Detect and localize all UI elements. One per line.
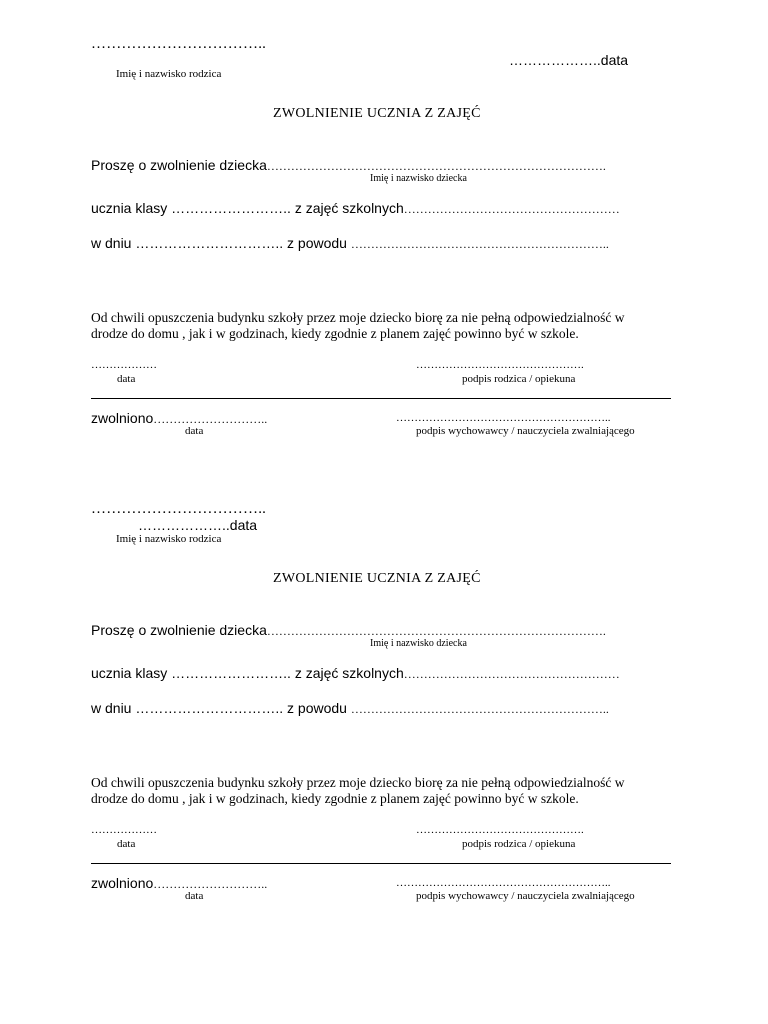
separator-line — [91, 398, 671, 399]
date-field: ……………… — [91, 824, 157, 836]
class-line — [91, 665, 620, 682]
subjects-field: ……………………………………………… — [403, 202, 620, 216]
date-field-top: ………………..data — [138, 517, 258, 533]
form-title: ZWOLNIENIE UCZNIA Z ZAJĘĆ — [273, 571, 481, 586]
day-line — [91, 700, 609, 717]
class-field: …………………….. z zajęć szkolnych — [171, 665, 404, 681]
released-date-label: data — [185, 890, 204, 902]
released-date-field: ……………………….. — [153, 877, 268, 891]
responsibility-statement — [91, 775, 624, 807]
day-text: w dniu — [91, 235, 132, 251]
parent-signature-label: podpis rodzica / opiekuna — [462, 373, 576, 385]
parent-signature-field: ………………………………………. — [416, 359, 584, 371]
teacher-signature-field: ………………………………………………….. — [396, 877, 611, 889]
release-form-1 — [0, 0, 768, 470]
reason-field: ……………………………………………………….. — [350, 702, 609, 716]
child-name-field: …………………………………………………………………………. — [266, 624, 606, 638]
day-line — [91, 235, 609, 252]
class-line — [91, 200, 620, 217]
date-label: data — [117, 838, 136, 850]
date-field-top: ………………..data — [509, 52, 629, 68]
responsibility-statement — [91, 310, 624, 342]
child-name-label: Imię i nazwisko dziecka — [370, 173, 467, 184]
parent-signature-label: podpis rodzica / opiekuna — [462, 838, 576, 850]
date-field: ……………… — [91, 359, 157, 371]
teacher-signature-label: podpis wychowawcy / nauczyciela zwalniającego — [416, 890, 635, 902]
parent-name-field: …………………………….. — [91, 501, 267, 517]
request-text: Proszę o zwolnienie dziecka — [91, 622, 267, 638]
released-date-label: data — [185, 425, 204, 437]
child-name-field: …………………………………………………………………………. — [266, 159, 606, 173]
responsibility-line-2: drodze do domu , jak i w godzinach, kiedy zgodnie z planem zajęć powinno być w szkole. — [91, 326, 579, 341]
parent-name-label: Imię i nazwisko rodzica — [116, 68, 222, 80]
teacher-signature-field: ………………………………………………….. — [396, 412, 611, 424]
day-field: ………………………….. z powodu — [135, 235, 347, 251]
responsibility-line-2: drodze do domu , jak i w godzinach, kiedy zgodnie z planem zajęć powinno być w szkole. — [91, 791, 579, 806]
date-label: data — [117, 373, 136, 385]
day-field: ………………………….. z powodu — [135, 700, 347, 716]
released-text: zwolniono — [91, 875, 154, 891]
day-text: w dniu — [91, 700, 132, 716]
class-field: …………………….. z zajęć szkolnych — [171, 200, 404, 216]
subjects-field: ……………………………………………… — [403, 667, 620, 681]
released-date-field: ……………………….. — [153, 412, 268, 426]
parent-signature-field: ………………………………………. — [416, 824, 584, 836]
release-form-2 — [0, 465, 768, 935]
request-line — [91, 157, 606, 174]
request-line — [91, 622, 606, 639]
released-line — [91, 410, 267, 427]
request-text: Proszę o zwolnienie dziecka — [91, 157, 267, 173]
reason-field: ……………………………………………………….. — [350, 237, 609, 251]
class-text: ucznia klasy — [91, 200, 168, 216]
child-name-label: Imię i nazwisko dziecka — [370, 638, 467, 649]
responsibility-line-1: Od chwili opuszczenia budynku szkoły przez moje dziecko biorę za nie pełną odpowiedzialność w — [91, 775, 625, 790]
form-title: ZWOLNIENIE UCZNIA Z ZAJĘĆ — [273, 106, 481, 121]
class-text: ucznia klasy — [91, 665, 168, 681]
responsibility-line-1: Od chwili opuszczenia budynku szkoły przez moje dziecko biorę za nie pełną odpowiedzialność w — [91, 310, 625, 325]
released-text: zwolniono — [91, 410, 154, 426]
separator-line — [91, 863, 671, 864]
parent-name-label: Imię i nazwisko rodzica — [116, 533, 222, 545]
parent-name-field: …………………………….. — [91, 36, 267, 52]
released-line — [91, 875, 267, 892]
teacher-signature-label: podpis wychowawcy / nauczyciela zwalniającego — [416, 425, 635, 437]
